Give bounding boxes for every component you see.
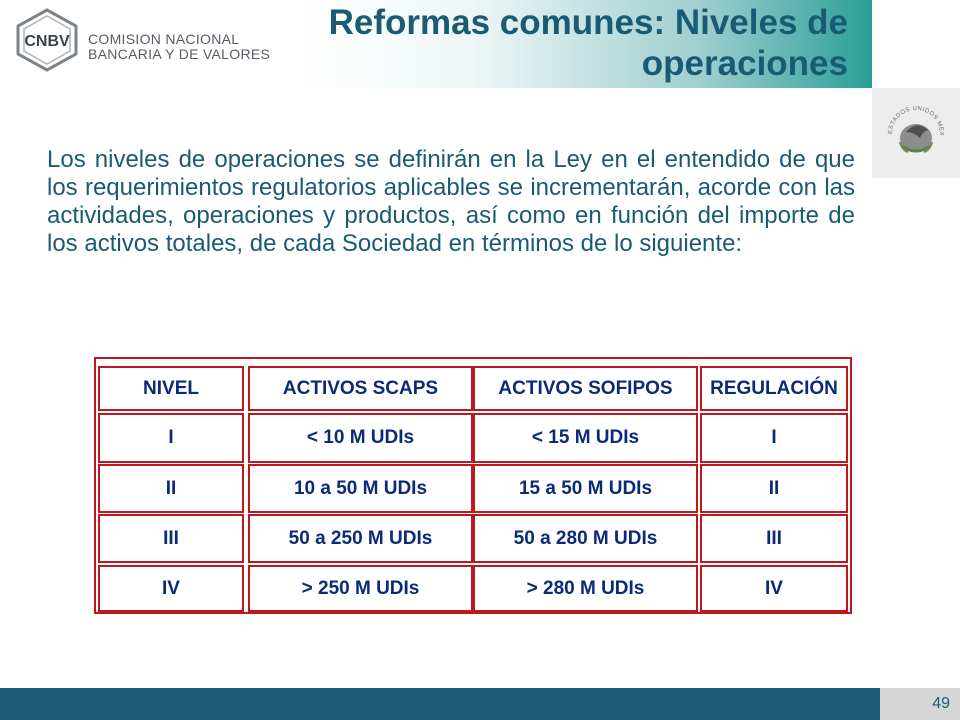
table-cell: II [98,464,244,513]
emblem-panel [872,88,960,178]
emblem-text: ESTADOS UNIDOS MEX [887,105,945,137]
table-cell: 10 a 50 M UDIs [248,464,473,513]
cnbv-logo [14,8,314,72]
table-cell: III [98,514,244,563]
table-header-cell: ACTIVOS SCAPS [248,366,473,411]
table-cell: 15 a 50 M UDIs [473,464,698,513]
page-title: Reformas comunes: Niveles de operaciones [328,3,848,83]
table-cell: II [700,464,848,513]
logo-mark-text: CNBV [24,33,70,50]
table-cell: I [700,413,848,463]
logo-text [88,32,270,62]
table-cell: > 250 M UDIs [248,565,473,612]
table-cell: III [700,514,848,563]
table-cell: IV [700,565,848,612]
table-cell: 50 a 250 M UDIs [248,514,473,563]
table-cell: IV [98,565,244,612]
logo-line-1: COMISION NACIONAL [88,31,240,47]
table-cell: 50 a 280 M UDIs [473,514,698,563]
levels-table [94,357,852,614]
logo-line-2: BANCARIA Y DE VALORES [88,46,271,62]
table-header-cell: ACTIVOS SOFIPOS [473,366,698,411]
table-cell: > 280 M UDIs [473,565,698,612]
table-header-cell: REGULACIÓN [700,366,848,411]
table-cell: < 15 M UDIs [473,413,698,463]
footer-bar [0,688,960,720]
cnbv-logo-icon [14,8,80,72]
body-paragraph: Los niveles de operaciones se definirán en la Ley en el entendido de que los requerimientos regulatorios aplicables se incrementarán, acorde con las actividades, operaciones y productos, así como en función del importe de los activos totales, de cada Sociedad en términos de lo siguiente: [47,146,855,257]
table-header-cell: NIVEL [98,366,244,411]
coat-of-arms-icon [872,88,960,178]
table-cell: < 10 M UDIs [248,413,473,463]
page-number: 49 [880,688,960,720]
table-cell: I [98,413,244,463]
